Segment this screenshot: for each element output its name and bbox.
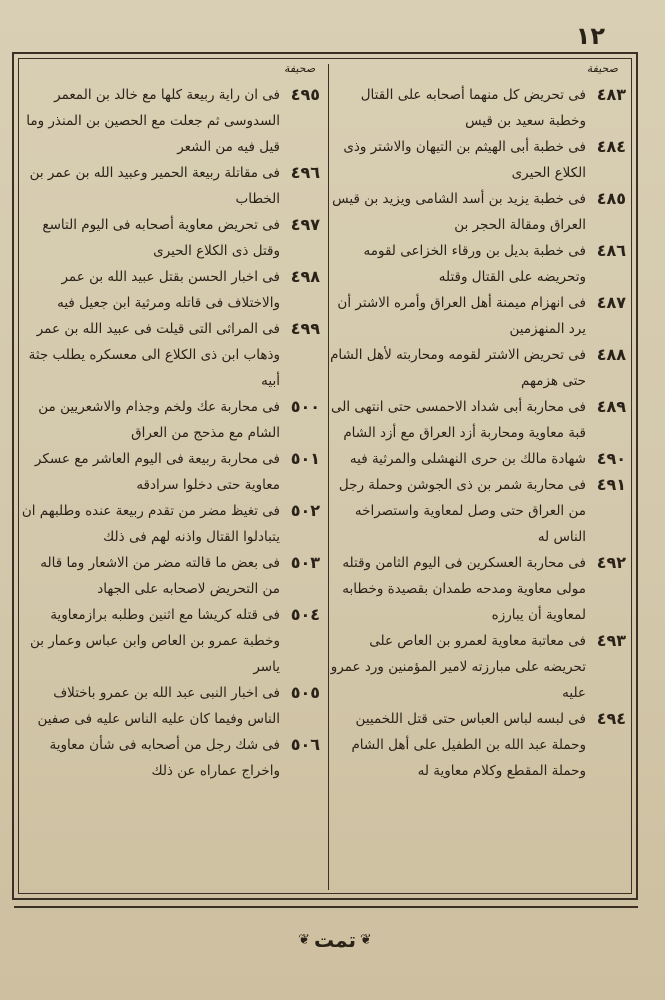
toc-entry <box>20 732 320 784</box>
toc-entry <box>326 342 626 394</box>
toc-entry <box>20 82 320 160</box>
toc-entry <box>20 394 320 446</box>
entry-page-number: ٥٠٦ <box>290 735 320 754</box>
entry-page-number: ٥٠٢ <box>290 501 320 520</box>
entry-page-number: ٤٩٣ <box>596 631 626 650</box>
bottom-rule <box>14 906 638 908</box>
entry-title: فى محاربة عك ولخم وجذام والاشعريين من الشام مع مذحج من العراق <box>38 399 280 441</box>
entry-page-number: ٥٠٤ <box>290 605 320 624</box>
entry-page-number: ٥٠٣ <box>290 553 320 572</box>
entry-page-number: ٤٨٣ <box>596 85 626 104</box>
entry-page-number: ٤٩٧ <box>290 215 320 234</box>
toc-entry <box>326 628 626 706</box>
entry-page-number: ٤٩٢ <box>596 553 626 572</box>
entry-page-number: ٤٨٧ <box>596 293 626 312</box>
entry-title: فى تحريض كل منهما أصحابه على القتال وخطبة سعيد بن قيس <box>360 87 586 129</box>
entry-page-number: ٤٩٩ <box>290 319 320 338</box>
entry-page-number: ٤٨٩ <box>596 397 626 416</box>
table-of-contents-frame <box>12 52 638 900</box>
entry-page-number: ٤٩٤ <box>596 709 626 728</box>
toc-entry <box>20 550 320 602</box>
entry-title: فى خطبة أبى الهيثم بن التيهان والاشتر وذى الكلاع الحيرى <box>343 139 586 181</box>
toc-entry <box>326 134 626 186</box>
entry-page-number: ٤٩١ <box>596 475 626 494</box>
entry-title: فى ان راية ربيعة كلها مع خالد بن المعمر السدوسى ثم جعلت مع الحصين بن المنذر وما قيل فيه من الشعر <box>26 87 280 155</box>
right-column-heading: صحيفة <box>586 62 618 75</box>
toc-entry <box>326 290 626 342</box>
entry-title: فى قتله كريشا مع اثنين وطلبه برازمعاوية وخطبة عمرو بن العاص وابن عباس وعمار بن ياسر <box>29 607 280 675</box>
toc-entry <box>20 602 320 680</box>
entry-page-number: ٤٨٨ <box>596 345 626 364</box>
entry-page-number: ٥٠٠ <box>290 397 320 416</box>
toc-entry <box>326 550 626 628</box>
entry-page-number: ٤٨٤ <box>596 137 626 156</box>
toc-entry <box>326 186 626 238</box>
toc-entry <box>20 264 320 316</box>
entry-page-number: ٥٠٥ <box>290 683 320 702</box>
toc-entry <box>326 706 626 784</box>
entry-title: فى بعض ما قالته مضر من الاشعار وما قاله من التحريض لاصحابه على الجهاد <box>40 555 280 597</box>
entry-title: فى المراثى التى قيلت فى عبيد الله بن عمر وذهاب ابن ذى الكلاع الى معسكره يطلب جثة أبيه <box>28 321 280 389</box>
left-column-heading: صحيفة <box>284 62 316 75</box>
left-column-entries <box>20 82 320 784</box>
entry-title: فى اخبار النبى عبد الله بن عمرو باختلاف الناس وفيما كان عليه الناس عليه فى صفين <box>37 685 280 727</box>
entry-page-number: ٤٨٦ <box>596 241 626 260</box>
toc-entry <box>20 160 320 212</box>
entry-title: فى شك رجل من أصحابه فى شأن معاوية واخراج عماراه عن ذلك <box>49 737 280 779</box>
entry-title: فى تحريض معاوية أصحابه فى اليوم التاسع وقتل ذى الكلاع الحيرى <box>42 217 280 259</box>
entry-title: فى محاربة العسكرين فى اليوم الثامن وقتله مولى معاوية ومدحه طمدان بقصيدة وخطابه لمعاوية أن يبارزه <box>342 555 586 623</box>
entry-page-number: ٤٨٥ <box>596 189 626 208</box>
entry-title: فى محاربة أبى شداد الاحمسى حتى انتهى الى قبة معاوية ومحاربة أزد العراق مع أزد الشام <box>331 399 586 441</box>
entry-title: شهادة مالك بن حرى النهشلى والمرثية فيه <box>349 451 586 467</box>
end-mark-text: تمت <box>313 928 357 952</box>
entry-title: فى خطبة بديل بن ورقاء الخزاعى لقومه وتحريضه على القتال وقتله <box>363 243 586 285</box>
toc-entry <box>20 446 320 498</box>
entry-page-number: ٥٠١ <box>290 449 320 468</box>
entry-page-number: ٤٩٨ <box>290 267 320 286</box>
entry-title: فى معاتبة معاوية لعمرو بن العاص على تحريضه على مبارزته لامير المؤمنين ورد عمرو عليه <box>330 633 586 701</box>
toc-entry <box>326 446 626 472</box>
entry-title: فى خطبة يزيد بن أسد الشامى ويزيد بن قيس العراق ومقالة الحجر بن <box>332 191 586 233</box>
toc-entry <box>326 238 626 290</box>
toc-entry <box>326 394 626 446</box>
entry-title: فى انهزام ميمنة أهل العراق وأمره الاشتر أن يرد المنهزمين <box>337 295 586 337</box>
page-number: ١٢ <box>575 22 605 50</box>
toc-entry <box>20 680 320 732</box>
toc-entry <box>20 498 320 550</box>
entry-title: فى اخبار الحسن بقتل عبيد الله بن عمر والاختلاف فى قاتله ومرثية ابن جعيل فيه <box>57 269 280 311</box>
toc-entry <box>326 82 626 134</box>
entry-page-number: ٤٩٥ <box>290 85 320 104</box>
entry-title: فى تغيظ مضر من تقدم ربيعة عنده وطلبهم ان يتبادلوا القتال واذنه لهم فى ذلك <box>21 503 280 545</box>
toc-entry <box>326 472 626 550</box>
entry-title: فى محاربة شمر بن ذى الجوشن وحملة رجل من العراق حتى وصل لمعاوية واستصراخه الناس له <box>338 477 586 545</box>
entry-title: فى مقاتلة ربيعة الحمير وعبيد الله بن عمر بن الخطاب <box>29 165 280 207</box>
ornament-icon: ❦ <box>298 932 310 948</box>
entry-title: فى لبسه لباس العباس حتى قتل اللخميين وحملة عبد الله بن الطفيل على أهل الشام وحملة المقطع وكلام معاوية له <box>351 711 586 779</box>
entry-page-number: ٤٩٠ <box>596 449 626 468</box>
ornament-icon: ❦ <box>360 932 372 948</box>
entry-title: فى تحريض الاشتر لقومه ومحاربته لأهل الشام حتى هزمهم <box>330 347 586 389</box>
entry-page-number: ٤٩٦ <box>290 163 320 182</box>
toc-entry <box>20 212 320 264</box>
toc-entry <box>20 316 320 394</box>
end-mark <box>290 925 380 955</box>
right-column-entries <box>326 82 626 784</box>
entry-title: فى محاربة ربيعة فى اليوم العاشر مع عسكر معاوية حتى دخلوا سرادقه <box>34 451 280 493</box>
